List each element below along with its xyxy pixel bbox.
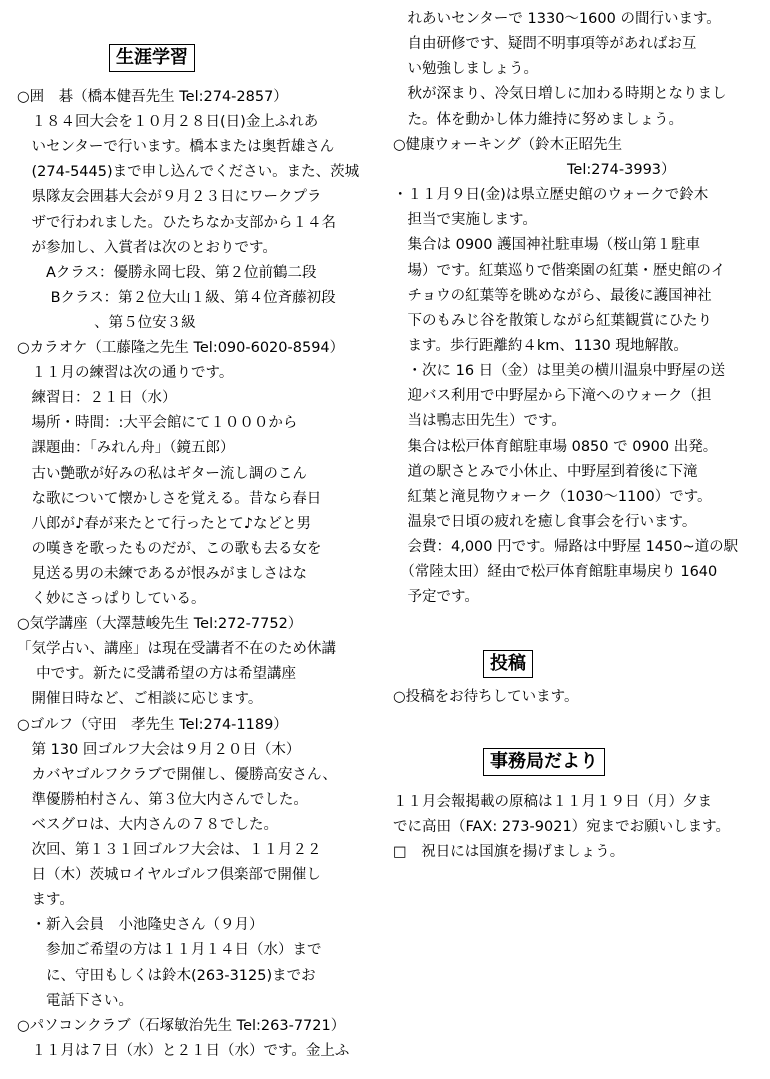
text-line: ・１１月９日(金)は県立歴史館のウォークで鈴木 bbox=[393, 187, 709, 204]
text-line: 電話下さい。 bbox=[17, 992, 133, 1009]
text-line: ・新入会員 小池隆史さん（９月） bbox=[17, 917, 264, 934]
text-line: 、第５位安３級 bbox=[17, 314, 196, 331]
text-line: 開催日時など、ご相談に応じます。 bbox=[17, 691, 263, 708]
text-line: 県隊友会囲碁大会が９月２３日にワークプラ bbox=[17, 189, 322, 206]
text-line: た。体を動かし体力維持に努めましょう。 bbox=[393, 111, 683, 128]
text-line: 道の駅さとみで小休止、中野屋到着後に下滝 bbox=[393, 463, 698, 480]
text-line: ザで行われました。ひたちなか支部から１４名 bbox=[17, 214, 336, 231]
text-line: ○囲 碁（橋本健吾先生 Tel:274-2857） bbox=[17, 89, 288, 105]
text-line: 第 130 回ゴルフ大会は９月２０日（木） bbox=[17, 741, 301, 758]
section-title-lifelong-learning: 生涯学習 bbox=[109, 44, 195, 72]
text-line: ベスグロは、大内さんの７８でした。 bbox=[17, 816, 278, 833]
text-line: １１月会報掲載の原稿は１１月１９日（月）夕ま bbox=[393, 794, 712, 810]
text-line: １１月は７日（水）と２１日（水）です。金上ふ bbox=[17, 1042, 350, 1059]
text-line: 当は鴨志田先生）です。 bbox=[393, 413, 566, 430]
text-line: 集合は 0900 護国神社駐車場（桜山第１駐車 bbox=[393, 237, 701, 254]
text-line: ○気学講座（大澤慧峻先生 Tel:272-7752） bbox=[17, 616, 303, 633]
text-line: ○カラオケ（工藤隆之先生 Tel:090-6020-8594） bbox=[17, 340, 345, 356]
text-line: カバヤゴルフクラブで開催し、優勝高安さん、 bbox=[17, 766, 337, 783]
text-line: 迎バス利用で中野屋から下滝へのウォーク（担 bbox=[393, 388, 712, 405]
text-line: 担当で実施します。 bbox=[393, 212, 537, 229]
text-line: 参加ご希望の方は１１月１４日（水）まで bbox=[17, 942, 322, 959]
text-line: 八郎が♪春が来たとて行ったとて♪などと男 bbox=[17, 515, 312, 532]
text-line: 練習日：２１日（水） bbox=[17, 390, 177, 407]
text-line: が参加し、入賞者は次のとおりです。 bbox=[17, 239, 277, 256]
text-line: ○ゴルフ（守田 孝先生 Tel:274-1189） bbox=[17, 716, 288, 733]
text-line: ○パソコンクラブ（石塚敏治先生 Tel:263-7721） bbox=[17, 1017, 346, 1034]
text-line: チョウの紅葉等を眺めながら、最後に護国神社 bbox=[393, 287, 712, 304]
text-line: 自由研修です、疑問不明事項等があればお互 bbox=[393, 36, 697, 53]
text-line: 日（木）茨城ロイヤルゴルフ倶楽部で開催し bbox=[17, 867, 321, 884]
text-line: れあいセンターで 1330～1600 の間行います。 bbox=[393, 11, 721, 27]
section-title-post: 投稿 bbox=[483, 650, 533, 678]
text-line: いセンターで行います。橋本または奥哲雄さん bbox=[17, 139, 335, 156]
text-line: に、守田もしくは鈴木(263-3125)までお bbox=[17, 967, 316, 984]
text-line: 場）です。紅葉巡りで偕楽園の紅葉・歴史館のイ bbox=[393, 262, 726, 279]
text-line: でに高田（FAX: 273-9021）宛までお願いします。 bbox=[393, 819, 731, 835]
text-line: の嘆きを歌ったものだが、この歌も去る女を bbox=[17, 540, 322, 557]
text-line: 秋が深まり、冷気日増しに加わる時期となりまし bbox=[393, 86, 727, 103]
text-line: １８４回大会を１０月２８日(日)金上ふれあ bbox=[17, 114, 319, 131]
text-line: □ 祝日には国旗を揚げましょう。 bbox=[393, 844, 625, 860]
text-line: 会費：4,000 円です。帰路は中野屋 1450~道の駅 bbox=[393, 539, 739, 556]
text-line: 温泉で日頃の疲れを癒し食事会を行います。 bbox=[393, 514, 697, 530]
text-line: 古い艶歌が好みの私はギター流し調のこん bbox=[17, 465, 307, 482]
text-line: 中です。新たに受講希望の方は希望講座 bbox=[17, 666, 296, 683]
text-line: １１月の練習は次の通りです。 bbox=[17, 365, 234, 382]
text-line: 準優勝柏村さん、第３位大内さんでした。 bbox=[17, 791, 308, 808]
text-line: Tel:274-3993） bbox=[393, 161, 676, 178]
text-line: ○健康ウォーキング（鈴木正昭先生 bbox=[393, 136, 623, 153]
text-line: 紅葉と滝見物ウォーク（1030～1100）です。 bbox=[393, 488, 712, 505]
text-line: Aクラス：優勝永岡七段、第２位前鶴二段 bbox=[17, 264, 317, 281]
text-line: な歌について懐かしさを覚える。昔なら春日 bbox=[17, 490, 322, 507]
text-line: 「気学占い、講座」は現在受講者不在のため休講 bbox=[17, 641, 336, 658]
text-line: く妙にさっぱりしている。 bbox=[17, 591, 206, 607]
text-line: い勉強しましょう。 bbox=[393, 61, 538, 78]
text-line: 集合は松戸体育館駐車場 0850 で 0900 出発。 bbox=[393, 438, 718, 455]
text-line: ます。歩行距離約４km、1130 現地解散。 bbox=[393, 337, 688, 354]
text-line: (274-5445)まで申し込んでください。また、茨城 bbox=[17, 164, 360, 181]
section-title-office-news: 事務局だより bbox=[483, 748, 605, 776]
text-line: （常陸太田）経由で松戸体育館駐車場戻り 1640 bbox=[393, 564, 718, 581]
text-line: 下のもみじ谷を散策しながら紅葉観賞にひたり bbox=[393, 312, 712, 329]
text-line: 場所・時間：:大平会館にて１０００から bbox=[17, 415, 298, 432]
text-line: 課題曲：「みれん舟」（鏡五郎） bbox=[17, 440, 235, 457]
text-line: ・次に 16 日（金）は里美の横川温泉中野屋の送 bbox=[393, 363, 726, 380]
text-line: ます。 bbox=[17, 892, 74, 909]
text-line: Bクラス：第２位大山１級、第４位斉藤初段 bbox=[17, 289, 336, 306]
text-line: 見送る男の未練であるが恨みがましさはな bbox=[17, 565, 307, 582]
text-line: 予定です。 bbox=[393, 589, 479, 606]
text-line: 次回、第１３１回ゴルフ大会は、１１月２２ bbox=[17, 842, 322, 858]
text-line: ○投稿をお待ちしています。 bbox=[393, 689, 579, 705]
